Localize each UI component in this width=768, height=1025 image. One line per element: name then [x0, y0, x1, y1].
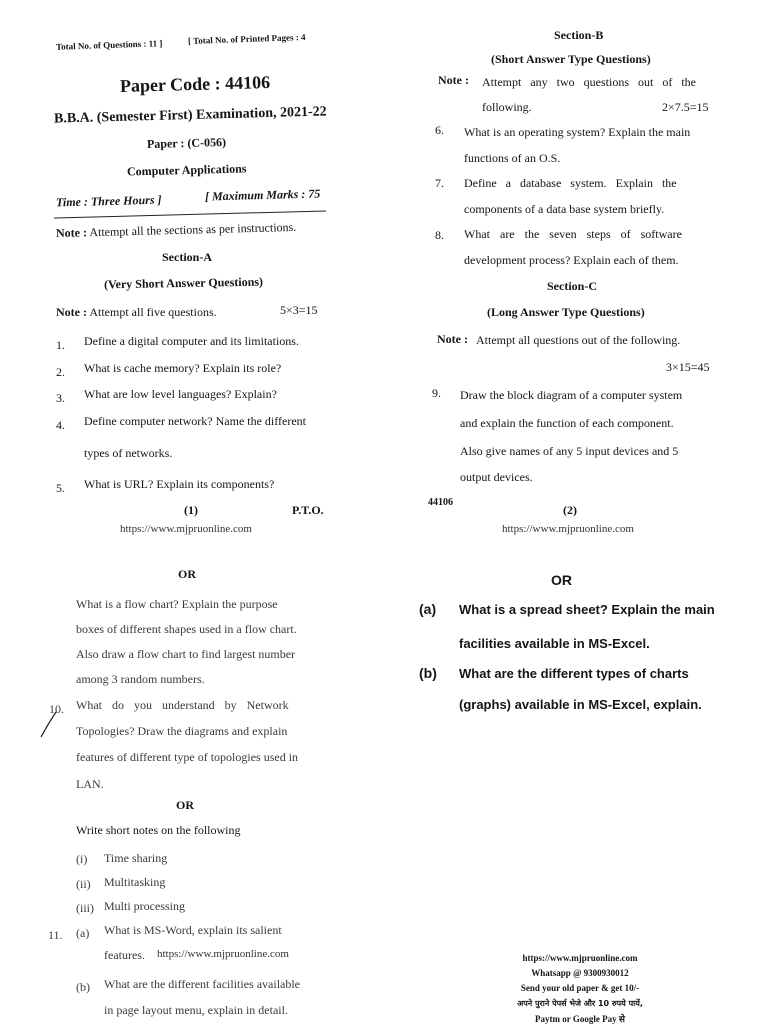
question-text: What are the seven steps of software	[464, 227, 682, 241]
note-item-num: (i)	[76, 852, 88, 866]
total-questions: Total No. of Questions : 11 ]	[55, 38, 163, 52]
question-text-cont: Also draw a flow chart to find largest number	[76, 647, 296, 661]
section-a-note-text: Attempt all five questions.	[89, 305, 217, 319]
question-text-cont: components of a data base system briefly.	[464, 202, 665, 216]
note-item-text: Multi processing	[104, 899, 185, 913]
section-c-marks: 3×15=45	[666, 360, 710, 374]
question-text: What are the different types of charts	[459, 666, 689, 681]
subject: Computer Applications	[126, 161, 247, 179]
or-divider: OR	[551, 572, 572, 588]
paper-number: Paper : (C-056)	[146, 134, 227, 152]
promo-url: https://www.mjpruonline.com	[522, 953, 638, 963]
pen-mark-icon	[38, 710, 60, 740]
promo-whatsapp: Whatsapp @ 9300930012	[531, 968, 629, 978]
section-a-subtitle: (Very Short Answer Questions)	[103, 274, 264, 292]
footer-url: https://www.mjpruonline.com	[502, 523, 634, 535]
question-text-cont: development process? Explain each of them.	[464, 253, 679, 267]
section-c-note-label: Note :	[437, 332, 468, 346]
footer-url: https://www.mjpruonline.com	[120, 523, 252, 535]
header-rule	[54, 210, 326, 218]
section-b-note-line1: Attempt any two questions out of the	[482, 75, 696, 89]
section-a-marks: 5×3=15	[280, 303, 318, 317]
question-num: 3.	[56, 391, 65, 405]
question-num: 6.	[435, 123, 444, 137]
note-item-num: (iii)	[76, 901, 94, 915]
question-num: 10.	[49, 702, 64, 716]
question-text-cont: features of different type of topologies used in	[76, 750, 299, 764]
question-text-cont: Topologies? Draw the diagrams and explain	[76, 724, 288, 738]
question-text-cont: output devices.	[460, 470, 533, 484]
footer-code: 44106	[428, 497, 453, 508]
question-num: 5.	[56, 481, 65, 495]
section-c-title: Section-C	[547, 279, 597, 293]
or-divider: OR	[178, 567, 196, 581]
question-text-cont: facilities available in MS-Excel.	[459, 636, 650, 651]
question-text: What is a flow chart? Explain the purpose	[76, 597, 278, 611]
note-label: Note :	[55, 225, 88, 241]
section-b-note-line2: following.	[482, 100, 532, 114]
sub-question-label: (a)	[76, 926, 90, 940]
section-c-note-text: Attempt all questions out of the following.	[476, 333, 681, 347]
question-text-cont: LAN.	[76, 777, 104, 791]
question-text-cont: Also give names of any 5 input devices and 5	[460, 444, 679, 458]
note-item-text: Time sharing	[104, 851, 168, 865]
promo-offer: Send your old paper & get 10/-	[520, 983, 640, 993]
question-text-cont: boxes of different shapes used in a flow chart.	[76, 622, 297, 636]
note-item-text: Multitasking	[104, 875, 166, 889]
question-text-cont: (graphs) available in MS-Excel, explain.	[459, 697, 702, 712]
question-text-cont: among 3 random numbers.	[76, 672, 205, 686]
section-b-title: Section-B	[554, 28, 604, 42]
sub-question-label: (b)	[419, 665, 437, 681]
sub-question-label: (a)	[419, 601, 437, 617]
section-b-subtitle: (Short Answer Type Questions)	[491, 52, 651, 66]
page-number: (2)	[563, 503, 577, 517]
or-divider: OR	[176, 798, 194, 812]
section-a-title: Section-A	[162, 250, 212, 264]
question-text: Define computer network? Name the different	[84, 414, 307, 428]
note-item-num: (ii)	[76, 877, 91, 891]
exam-time: Time : Three Hours ]	[55, 192, 162, 210]
watermark-url: https://www.mjpruonline.com	[157, 948, 289, 960]
sub-question-label: (b)	[76, 980, 90, 994]
page-number: (1)	[184, 503, 198, 517]
general-note	[56, 220, 297, 241]
question-text-cont: in page layout menu, explain in detail.	[104, 1003, 288, 1017]
question-num: 7.	[435, 176, 444, 190]
question-text: Define a digital computer and its limitations.	[84, 334, 299, 348]
section-c-subtitle: (Long Answer Type Questions)	[487, 305, 645, 319]
pto-label: P.T.O.	[292, 503, 324, 517]
question-num: 8.	[435, 228, 444, 242]
paper-code: Paper Code : 44106	[119, 72, 271, 96]
short-notes-heading: Write short notes on the following	[76, 823, 241, 837]
question-num: 11.	[48, 928, 63, 942]
question-text-cont: types of networks.	[84, 446, 173, 460]
note-text: Attempt all the sections as per instructions.	[89, 219, 297, 240]
question-text-cont: functions of an O.S.	[464, 151, 561, 165]
question-text: What are the different facilities available	[104, 977, 301, 991]
question-text: What is an operating system? Explain the main	[464, 125, 691, 139]
question-text-cont: features.	[104, 948, 145, 962]
section-b-marks: 2×7.5=15	[662, 100, 709, 114]
section-a-note-label: Note :	[56, 305, 87, 319]
question-text: What is cache memory? Explain its role?	[84, 361, 282, 375]
question-text: Define a database system. Explain the	[464, 176, 677, 190]
total-pages: [ Total No. of Printed Pages : 4	[187, 31, 306, 47]
question-text-cont: and explain the function of each component.	[460, 416, 674, 430]
question-text: What are low level languages? Explain?	[84, 387, 277, 401]
question-text: What do you understand by Network	[76, 698, 289, 712]
question-num: 1.	[56, 338, 65, 352]
section-b-note-label: Note :	[438, 73, 469, 87]
question-num: 2.	[56, 365, 65, 379]
question-num: 9.	[432, 386, 441, 400]
question-text: What is URL? Explain its components?	[84, 477, 275, 491]
question-text: What is MS-Word, explain its salient	[104, 923, 282, 937]
question-num: 4.	[56, 418, 65, 432]
exam-title: B.B.A. (Semester First) Examination, 2021-22	[53, 104, 327, 127]
max-marks: [ Maximum Marks : 75	[204, 186, 321, 204]
promo-hindi: अपने पुराने पेपर्स भेजे और 10 रुपये पायें,	[517, 999, 643, 1008]
question-text: Draw the block diagram of a computer system	[460, 388, 683, 402]
question-text: What is a spread sheet? Explain the main	[459, 602, 715, 617]
section-a-note	[56, 305, 217, 320]
promo-pay: Paytm or Google Pay से	[535, 1014, 625, 1024]
